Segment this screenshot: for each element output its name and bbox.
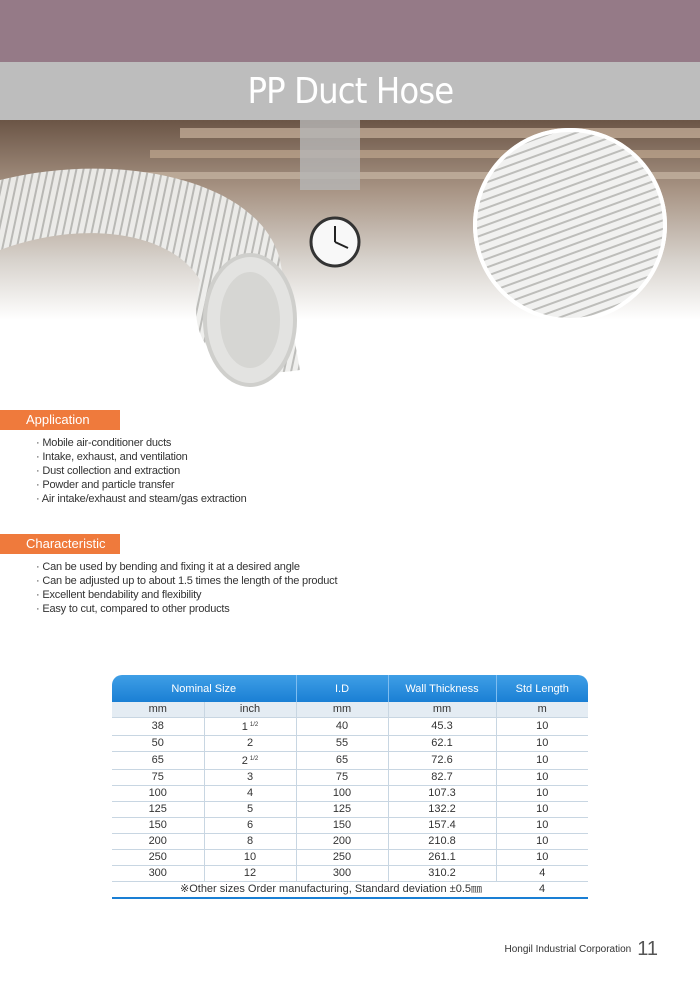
table-row	[112, 834, 588, 850]
size-inch-cell-value: 10	[243, 851, 257, 863]
size-mm-cell-value: 200	[148, 835, 167, 847]
std-length-cell-value: 10	[536, 819, 549, 831]
unit-cell: inch	[204, 702, 296, 718]
size-inch-cell-value: 2	[246, 737, 254, 749]
std-length-cell	[496, 752, 588, 770]
table-note: ※Other sizes Order manufacturing, Standard deviation ±0.5㎜	[112, 882, 496, 899]
size-inch-cell	[204, 786, 296, 802]
table-row	[112, 770, 588, 786]
id-cell-value: 40	[335, 720, 349, 732]
wall-thickness-cell-value: 62.1	[431, 737, 453, 749]
size-mm-cell	[112, 802, 204, 818]
units-row	[112, 702, 588, 718]
top-color-band	[0, 0, 700, 62]
table-row	[112, 752, 588, 770]
id-cell-value: 125	[332, 803, 352, 815]
wall-thickness-cell-value: 132.2	[428, 803, 456, 815]
wall-thickness-cell	[388, 770, 496, 786]
table-row	[112, 786, 588, 802]
size-mm-cell	[112, 752, 204, 770]
size-mm-cell-value: 150	[148, 819, 167, 831]
size-inch-cell-value: 8	[246, 835, 254, 847]
size-inch-cell	[204, 752, 296, 770]
size-inch-cell-value: 12	[243, 867, 257, 879]
size-inch-cell	[204, 850, 296, 866]
std-length-cell	[496, 770, 588, 786]
table-row	[112, 818, 588, 834]
std-length-cell	[496, 802, 588, 818]
id-cell	[296, 818, 388, 834]
std-length-cell-value: 10	[536, 720, 549, 732]
std-length-cell-value: 10	[536, 737, 549, 749]
std-length-cell	[496, 718, 588, 736]
size-inch-cell-value: 3	[246, 771, 254, 783]
std-length-cell	[496, 736, 588, 752]
spec-table	[112, 675, 588, 899]
list-item: · Easy to cut, compared to other products	[36, 602, 337, 616]
size-inch-cell	[204, 802, 296, 818]
page-number: 11	[637, 938, 658, 960]
id-cell	[296, 770, 388, 786]
id-cell-value: 100	[332, 787, 352, 799]
id-cell	[296, 802, 388, 818]
unit-cell: mm	[112, 702, 204, 718]
size-inch-cell-value: 4	[246, 787, 254, 799]
table-row	[112, 866, 588, 882]
list-item: · Excellent bendability and flexibility	[36, 588, 337, 602]
std-length-cell	[496, 818, 588, 834]
wall-thickness-cell	[388, 786, 496, 802]
size-inch-cell	[204, 770, 296, 786]
characteristic-list	[36, 560, 337, 616]
wall-thickness-cell	[388, 752, 496, 770]
id-cell	[296, 718, 388, 736]
std-length-cell: 4	[496, 882, 588, 899]
id-cell-value: 150	[332, 819, 352, 831]
unit-cell: mm	[388, 702, 496, 718]
size-mm-cell-value: 250	[148, 851, 167, 863]
list-item: · Powder and particle transfer	[36, 478, 247, 492]
wall-thickness-cell-value: 72.6	[431, 754, 453, 766]
wall-thickness-cell-value: 261.1	[428, 851, 456, 863]
id-cell	[296, 850, 388, 866]
size-inch-cell	[204, 718, 296, 736]
wall-thickness-cell	[388, 818, 496, 834]
size-mm-cell	[112, 736, 204, 752]
wall-thickness-cell	[388, 802, 496, 818]
size-mm-cell	[112, 866, 204, 882]
wall-thickness-cell	[388, 736, 496, 752]
unit-cell: m	[496, 702, 588, 718]
size-inch-cell-value: 6	[246, 819, 254, 831]
size-inch-cell	[204, 818, 296, 834]
header-std-length: Std Length	[496, 675, 588, 702]
table-note-row	[112, 882, 588, 899]
size-inch-cell	[204, 834, 296, 850]
wall-thickness-cell-value: 107.3	[428, 787, 456, 799]
size-mm-cell	[112, 786, 204, 802]
list-item: · Intake, exhaust, and ventilation	[36, 450, 247, 464]
id-cell	[296, 866, 388, 882]
size-inch-cell-value: 5	[246, 803, 254, 815]
size-mm-cell-value: 75	[151, 771, 164, 783]
id-cell	[296, 752, 388, 770]
header-wall-thickness: Wall Thickness	[388, 675, 496, 702]
wall-thickness-cell-value: 157.4	[428, 819, 456, 831]
characteristic-label: Characteristic	[0, 534, 120, 554]
std-length-cell	[496, 786, 588, 802]
table-header-row	[112, 675, 588, 702]
list-item: · Can be used by bending and fixing it at a desired angle	[36, 560, 337, 574]
page-title: PP Duct Hose	[247, 70, 453, 112]
wall-thickness-cell	[388, 866, 496, 882]
wall-thickness-cell-value: 310.2	[428, 867, 456, 879]
wall-thickness-cell-value: 82.7	[431, 771, 453, 783]
std-length-cell	[496, 834, 588, 850]
id-cell	[296, 834, 388, 850]
size-mm-cell	[112, 834, 204, 850]
std-length-cell	[496, 866, 588, 882]
product-photo	[0, 120, 700, 390]
size-mm-cell-value: 38	[151, 720, 164, 732]
wall-thickness-cell-value: 210.8	[428, 835, 456, 847]
wall-thickness-cell-value: 45.3	[431, 720, 453, 732]
unit-cell: mm	[296, 702, 388, 718]
size-mm-cell	[112, 850, 204, 866]
std-length-cell-value: 10	[536, 835, 549, 847]
table-row	[112, 736, 588, 752]
inch-fraction: 1/2	[249, 756, 259, 762]
application-label: Application	[0, 410, 120, 430]
wall-thickness-cell	[388, 834, 496, 850]
list-item: · Mobile air-conditioner ducts	[36, 436, 247, 450]
wall-thickness-cell	[388, 718, 496, 736]
title-band	[0, 62, 700, 120]
size-mm-cell-value: 100	[148, 787, 167, 799]
id-cell-value: 200	[332, 835, 352, 847]
header-id: I.D	[296, 675, 388, 702]
std-length-cell-value: 10	[536, 803, 549, 815]
size-inch-cell-value: 2	[241, 755, 248, 767]
wall-thickness-cell	[388, 850, 496, 866]
id-cell-value: 250	[332, 851, 352, 863]
size-mm-cell-value: 300	[148, 867, 167, 879]
std-length-cell-value: 10	[536, 787, 549, 799]
table-row	[112, 850, 588, 866]
list-item: · Can be adjusted up to about 1.5 times the length of the product	[36, 574, 337, 588]
std-length-cell-value: 10	[536, 771, 549, 783]
size-mm-cell	[112, 718, 204, 736]
std-length-cell-value: 4	[539, 867, 546, 879]
std-length-cell	[496, 850, 588, 866]
id-cell-value: 300	[332, 867, 352, 879]
list-item: · Dust collection and extraction	[36, 464, 247, 478]
id-cell	[296, 786, 388, 802]
company-name: Hongil Industrial Corporation	[504, 944, 632, 955]
table-row	[112, 802, 588, 818]
footer	[505, 938, 659, 961]
id-cell-value: 65	[335, 754, 349, 766]
header-nominal-size: Nominal Size	[112, 675, 296, 702]
table-row	[112, 718, 588, 736]
size-inch-cell	[204, 866, 296, 882]
size-inch-cell-value: 1	[241, 721, 248, 733]
std-length-cell-value: 10	[536, 851, 549, 863]
size-inch-cell	[204, 736, 296, 752]
size-mm-cell-value: 50	[151, 737, 164, 749]
size-mm-cell	[112, 818, 204, 834]
id-cell	[296, 736, 388, 752]
application-list	[36, 436, 247, 506]
id-cell-value: 75	[335, 771, 349, 783]
std-length-cell-value: 10	[536, 754, 549, 766]
inch-fraction: 1/2	[249, 722, 259, 728]
id-cell-value: 55	[335, 737, 349, 749]
size-mm-cell	[112, 770, 204, 786]
size-mm-cell-value: 65	[151, 754, 164, 766]
list-item: · Air intake/exhaust and steam/gas extraction	[36, 492, 247, 506]
size-mm-cell-value: 125	[148, 803, 167, 815]
